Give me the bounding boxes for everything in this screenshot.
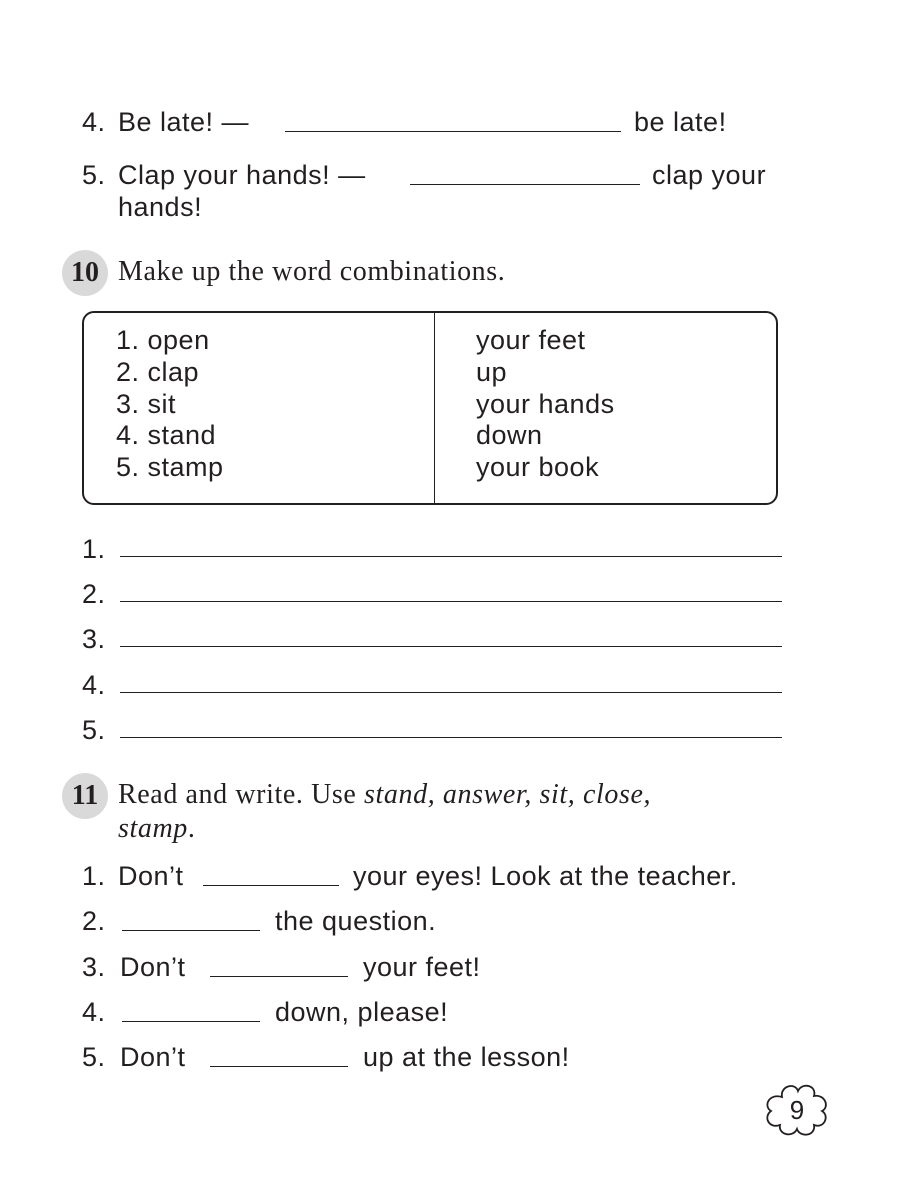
sentence-text-after: your eyes! Look at the teacher. <box>353 861 738 891</box>
sentence-number: 1. <box>82 861 106 891</box>
answer-blank[interactable] <box>122 930 260 931</box>
item-text-continuation: hands! <box>118 192 203 222</box>
sentence-text-after: up at the lesson! <box>363 1042 570 1072</box>
item-number: 5. <box>82 160 106 190</box>
answer-blank[interactable] <box>210 1066 348 1067</box>
answer-line[interactable] <box>120 692 782 693</box>
sentence-number: 5. <box>82 1042 106 1072</box>
item-number: 4. <box>82 107 106 137</box>
answer-line[interactable] <box>120 737 782 738</box>
sentence-text-after: your feet! <box>363 952 481 982</box>
answer-line-number: 4. <box>82 670 106 700</box>
answer-line[interactable] <box>120 601 782 602</box>
answer-line-number: 3. <box>82 624 106 654</box>
sentence-text-after: the question. <box>275 906 437 936</box>
answer-blank[interactable] <box>203 885 339 886</box>
instruction-words: stand, answer, sit, close, <box>364 779 652 810</box>
sentence-number: 2. <box>82 906 106 936</box>
page-number-flower <box>762 1083 832 1137</box>
answer-line[interactable] <box>120 646 782 647</box>
item-text-after: be late! <box>634 107 727 137</box>
word-combination-table <box>82 311 778 505</box>
sentence-text-before: Don’t <box>120 1042 186 1072</box>
right-item: up <box>476 356 508 387</box>
sentence-number: 4. <box>82 997 106 1027</box>
sentence-text-before: Don’t <box>120 952 186 982</box>
instruction-text: . <box>187 813 196 844</box>
table-divider <box>434 313 435 503</box>
sentence-text-after: down, please! <box>275 997 449 1027</box>
exercise-number-badge: 11 <box>62 773 108 819</box>
left-item: 4. stand <box>116 420 217 451</box>
answer-blank[interactable] <box>410 184 640 185</box>
answer-line-number: 5. <box>82 715 106 745</box>
sentence-number: 3. <box>82 952 106 982</box>
answer-blank[interactable] <box>122 1021 260 1022</box>
item-text-before: Be late! — <box>118 107 250 137</box>
exercise-instruction <box>118 779 651 811</box>
item-text-after: clap your <box>652 160 767 190</box>
answer-line-number: 2. <box>82 579 106 609</box>
exercise-number-badge: 10 <box>62 250 108 296</box>
sentence-text-before: Don’t <box>118 861 184 891</box>
answer-blank[interactable] <box>285 131 621 132</box>
answer-line[interactable] <box>120 556 782 557</box>
exercise-instruction-line2 <box>118 813 196 845</box>
right-item: your feet <box>476 325 586 355</box>
right-item: down <box>476 420 543 451</box>
answer-line-number: 1. <box>82 534 106 564</box>
page-number: 9 <box>789 1094 805 1125</box>
answer-blank[interactable] <box>210 976 348 977</box>
left-item: 2. clap <box>116 356 200 387</box>
right-column <box>476 325 615 484</box>
exercise-instruction: Make up the word combinations. <box>118 256 506 287</box>
right-item: your hands <box>476 388 615 419</box>
left-item: 1. open <box>116 325 210 355</box>
right-item: your book <box>476 452 600 483</box>
instruction-text: Read and write. Use <box>118 779 365 810</box>
instruction-words: stamp <box>118 813 188 844</box>
left-column <box>116 325 224 484</box>
left-item: 5. stamp <box>116 452 224 483</box>
item-text-before: Clap your hands! — <box>118 160 366 190</box>
left-item: 3. sit <box>116 388 177 419</box>
